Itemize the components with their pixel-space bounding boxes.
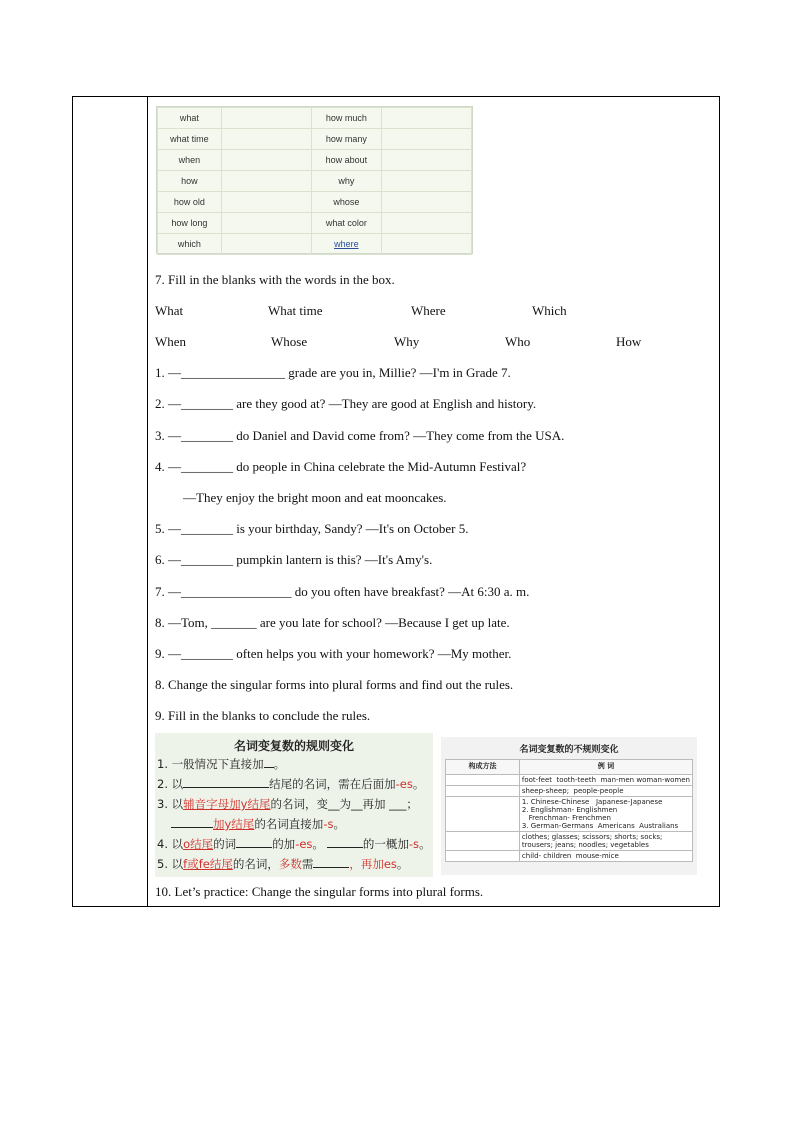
- fill-blank[interactable]: [236, 837, 272, 848]
- meaning-blank[interactable]: [221, 234, 311, 255]
- rule-text: 。: [312, 837, 324, 851]
- question-word: which: [158, 234, 222, 255]
- box-word: When: [155, 334, 187, 349]
- rule-text: 的词: [213, 837, 237, 851]
- question-word-grid: [157, 107, 472, 255]
- irregular-method-blank[interactable]: [446, 797, 520, 832]
- rule-3-cont: [171, 816, 345, 832]
- irregular-example-line: foot-feet tooth-teeth man-men woman-women: [521, 776, 690, 784]
- meaning-blank[interactable]: [221, 213, 311, 234]
- q7-item-8: 8. —Tom, _______ are you late for school? —Because I get up late.: [155, 615, 510, 630]
- irregular-row: [446, 832, 693, 851]
- meaning-blank[interactable]: [381, 234, 471, 255]
- rule-highlight: -s: [323, 817, 334, 831]
- rule-5: [157, 856, 408, 872]
- box-word: How: [616, 334, 642, 349]
- rule-text: 的一概加: [362, 837, 409, 851]
- question-word-row: [158, 213, 472, 234]
- rule-text: 的名词直接加: [254, 817, 324, 831]
- fill-blank[interactable]: [313, 857, 349, 868]
- rule-text: 3. 以: [157, 797, 184, 811]
- q7-item-7: 7. —_________________ do you often have breakfast? —At 6:30 a. m.: [155, 584, 530, 599]
- question-word: where: [312, 234, 382, 255]
- meaning-blank[interactable]: [221, 150, 311, 171]
- question-word: what: [158, 108, 222, 129]
- rules-title: 名词变复数的规则变化: [233, 739, 354, 753]
- question-word: what time: [158, 129, 222, 150]
- irregular-title: 名词变复数的不规则变化: [519, 745, 619, 755]
- rule-3: [157, 796, 418, 812]
- rule-text: 。: [419, 837, 431, 851]
- fill-blank[interactable]: [327, 837, 363, 848]
- fill-blank[interactable]: [183, 777, 269, 788]
- rule-highlight: -es: [295, 837, 313, 851]
- irregular-examples: [519, 775, 692, 786]
- question-word: how about: [312, 150, 382, 171]
- irregular-method-blank[interactable]: [446, 775, 520, 786]
- irregular-row: [446, 786, 693, 797]
- rule-4: [157, 836, 431, 852]
- irregular-plural-rules: [441, 737, 697, 875]
- rule-highlight: -es: [395, 777, 413, 791]
- rule-2: [157, 776, 424, 792]
- rule-text: 的加: [272, 837, 296, 851]
- q7-item-5: 5. —________ is your birthday, Sandy? —It's on October 5.: [155, 521, 469, 536]
- question-word: how much: [312, 108, 382, 129]
- rule-highlight: 辅音字母加y结尾: [183, 797, 271, 811]
- question-word-row: [158, 150, 472, 171]
- box-word: Who: [505, 334, 531, 349]
- rule-text: 需: [301, 857, 314, 871]
- rule-text: 。: [273, 757, 286, 771]
- meaning-blank[interactable]: [381, 192, 471, 213]
- irregular-examples: [519, 851, 692, 862]
- question-word: when: [158, 150, 222, 171]
- irregular-row: [446, 775, 693, 786]
- rule-highlight: 加y结尾: [213, 817, 255, 831]
- box-word: Why: [394, 334, 420, 349]
- q8-instruction: 8. Change the singular forms into plural forms and find out the rules.: [155, 677, 514, 692]
- irregular-method-blank[interactable]: [446, 832, 520, 851]
- q7-item-4: 4. —________ do people in China celebrate the Mid-Autumn Festival?: [155, 459, 527, 474]
- meaning-blank[interactable]: [221, 171, 311, 192]
- question-word-row: [158, 108, 472, 129]
- rule-text: 。: [396, 857, 409, 871]
- box-word: What time: [268, 303, 323, 318]
- column-divider: [147, 97, 148, 906]
- rule-text: 结尾的名词，需在后面加: [269, 777, 396, 791]
- question-word-table: [156, 106, 473, 254]
- rule-text: 2. 以: [157, 777, 184, 791]
- q7-item-6: 6. —________ pumpkin lantern is this? —It's Amy's.: [155, 552, 433, 567]
- q10-instruction: 10. Let’s practice: Change the singular forms into plural forms.: [155, 884, 484, 899]
- irregular-example-line: sheep-sheep; people-people: [521, 787, 624, 795]
- irregular-header-examples: 例 词: [519, 760, 692, 775]
- question-word-row: [158, 192, 472, 213]
- rule-text: 的名词，变__为__再加 ___；: [270, 797, 418, 811]
- irregular-method-blank[interactable]: [446, 851, 520, 862]
- q7-item-3: 3. —________ do Daniel and David come from? —They come from the USA.: [155, 428, 565, 443]
- question-word: what color: [312, 213, 382, 234]
- irregular-header-method: 构成方法: [446, 760, 520, 775]
- irregular-row: [446, 851, 693, 862]
- irregular-example-line: child- children mouse-mice: [521, 852, 619, 860]
- question-word-row: [158, 129, 472, 150]
- question-word: whose: [312, 192, 382, 213]
- box-word: Whose: [271, 334, 308, 349]
- q7-instruction: 7. Fill in the blanks with the words in the box.: [155, 272, 395, 287]
- irregular-examples: [519, 797, 692, 832]
- meaning-blank[interactable]: [381, 129, 471, 150]
- irregular-example-line: 1. Chinese-Chinese Japanese-Japanese: [521, 798, 663, 806]
- rule-text: 。: [333, 817, 345, 831]
- fill-blank[interactable]: [264, 757, 274, 768]
- meaning-blank[interactable]: [381, 150, 471, 171]
- q7-item-9: 9. —________ often helps you with your homework? —My mother.: [155, 646, 512, 661]
- box-word: Where: [411, 303, 446, 318]
- question-word: how many: [312, 129, 382, 150]
- q9-instruction: 9. Fill in the blanks to conclude the rules.: [155, 708, 371, 723]
- question-word-row: [158, 234, 472, 255]
- meaning-blank[interactable]: [221, 108, 311, 129]
- irregular-examples: [519, 786, 692, 797]
- rule-text: 1. 一般情况下直接加: [157, 757, 264, 771]
- fill-blank[interactable]: [171, 817, 213, 828]
- rule-highlight: ，再加es: [349, 857, 397, 871]
- q7-item-1: 1. —________________ grade are you in, Millie? —I'm in Grade 7.: [155, 365, 511, 380]
- rule-text: 4. 以: [157, 837, 184, 851]
- rule-text: 。: [412, 777, 425, 791]
- meaning-blank[interactable]: [381, 213, 471, 234]
- rule-text: 的名词，: [232, 857, 279, 871]
- meaning-blank[interactable]: [221, 129, 311, 150]
- rule-1: [157, 756, 285, 772]
- rule-highlight: f或fe结尾: [183, 857, 233, 871]
- worksheet-table: [72, 96, 720, 907]
- meaning-blank[interactable]: [381, 171, 471, 192]
- rule-highlight: -s: [408, 837, 420, 851]
- irregular-examples: [519, 832, 692, 851]
- irregular-row: [446, 797, 693, 832]
- regular-plural-rules: [155, 733, 433, 877]
- irregular-example-line: 3. German-Germans Americans Australians: [521, 822, 679, 830]
- meaning-blank[interactable]: [381, 108, 471, 129]
- question-word: why: [312, 171, 382, 192]
- q7-item-2: 2. —________ are they good at? —They are good at English and history.: [155, 396, 537, 411]
- box-word: Which: [532, 303, 567, 318]
- irregular-example-line: clothes; glasses; scissors; shorts; socks;: [521, 833, 663, 841]
- irregular-method-blank[interactable]: [446, 786, 520, 797]
- irregular-example-line: 2. Englishman- Englishmen: [521, 806, 618, 814]
- rule-text: 5. 以: [157, 857, 184, 871]
- irregular-table: [445, 759, 693, 862]
- question-word: how old: [158, 192, 222, 213]
- rule-highlight: 多数: [278, 857, 302, 871]
- question-word: how long: [158, 213, 222, 234]
- irregular-example-line: trousers; jeans; noodles; vegetables: [521, 841, 649, 849]
- question-word: how: [158, 171, 222, 192]
- q7-item-4-answer: —They enjoy the bright moon and eat mooncakes.: [183, 490, 447, 505]
- meaning-blank[interactable]: [221, 192, 311, 213]
- irregular-example-line: Frenchman- Frenchmen: [521, 814, 611, 822]
- rule-highlight: o结尾: [183, 837, 214, 851]
- box-word: What: [155, 303, 184, 318]
- question-word-row: [158, 171, 472, 192]
